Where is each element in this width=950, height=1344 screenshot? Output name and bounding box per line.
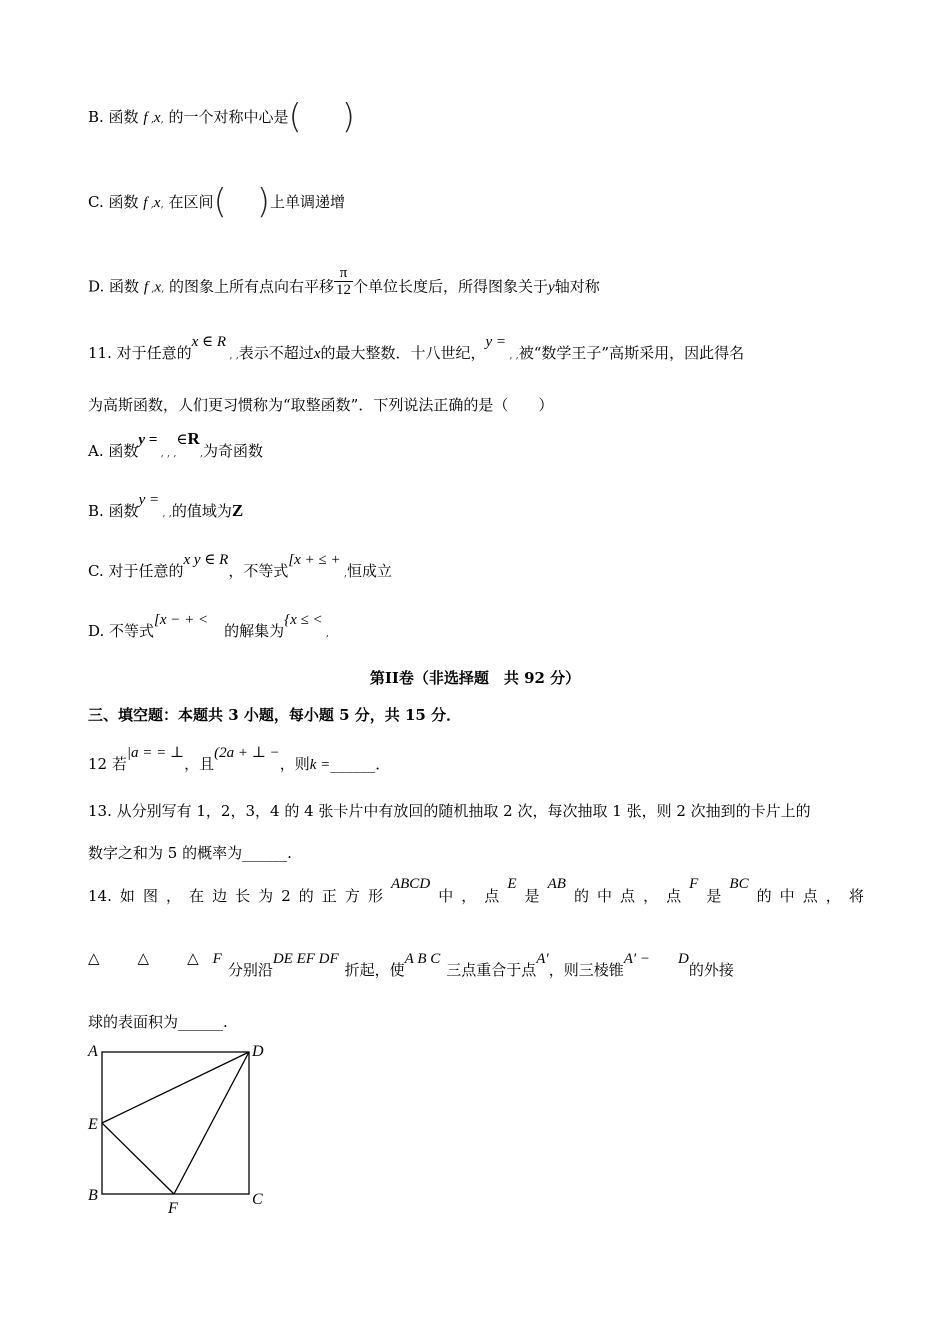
q12: 12 若|a = = ⊥，且(2a + ⊥ −，则k =______．	[88, 745, 391, 773]
fraction-pi-over-12: $\frac{\pi}{12}$	[336, 265, 351, 298]
geometry-figure	[84, 1040, 274, 1220]
section3-title: 三、填空题：本题共 3 小题，每小题 5 分，共 15 分．	[88, 706, 462, 724]
q10-option-b: B. 函数 f ‚x‚ 的一个对称中心是( )	[88, 97, 356, 137]
square-abcd	[102, 1052, 249, 1194]
label-f: F	[168, 1200, 178, 1217]
segment-de	[102, 1052, 249, 1123]
q11-stem-line2: 为高斯函数，人们更习惯称为“取整函数”．下列说法正确的是（ ）	[88, 396, 554, 414]
blank-paren-right: )	[256, 182, 270, 222]
q13-line2: 数字之和为 5 的概率为______.	[88, 844, 292, 862]
label-e: E	[88, 1116, 98, 1133]
q11-option-d: D. 不等式[x − + <的解集为{x ≤ < ,	[88, 612, 330, 640]
q14-line1: 14. 如 图 ， 在 边 长 为 2 的 正 方 形 ABCD 中 ， 点 E 是 AB 的 中 点 ， 点 F 是 BC 的 中 点 ， 将	[88, 876, 864, 905]
q14-line2: △ △ △ F分别沿DE EF DF折起，使A B C三点重合于点A′，则三棱锥A′ − D的外接	[88, 951, 734, 979]
q14-line3: 球的表面积为______.	[88, 1013, 228, 1031]
q10-option-c: C. 函数 f ‚x‚ 在区间( )上单调递增	[88, 182, 345, 222]
q11-option-a: A. 函数y = ‚ ‚ ‚∈R,为奇函数	[88, 429, 264, 460]
q11-stem-line1: 11. 对于任意的x ∈ R ‚ ‚表示不超过x的最大整数．十八世纪，y = ‚ ‚被“数学王子”高斯采用，因此得名	[88, 334, 745, 362]
part2-title: 第II卷（非选择题 共 92 分）	[369, 669, 581, 687]
label-c: C	[252, 1191, 263, 1208]
segment-ef	[102, 1123, 174, 1194]
q11-option-b: B. 函数y = ‚ ‚的值域为Z	[88, 492, 244, 520]
label-b: B	[88, 1187, 98, 1204]
q10-option-d: D. 函数 f ‚x‚ 的图象上所有点向右平移 $\frac{\pi}{12}$ 个单位长度后，所得图象关于y轴对称	[88, 265, 600, 298]
q11-option-c: C. 对于任意的x y ∈ R，不等式[x + ≤ + ‚恒成立	[88, 552, 392, 580]
segment-df	[174, 1052, 249, 1194]
blank-paren-left: (	[213, 182, 227, 222]
label-d: D	[252, 1043, 264, 1060]
blank-paren-left: (	[288, 97, 302, 137]
blank-paren-right: )	[341, 97, 356, 137]
q13-line1: 13. 从分别写有 1，2，3，4 的 4 张卡片中有放回的随机抽取 2 次，每次抽取 1 张，则 2 次抽到的卡片上的	[88, 802, 811, 820]
label-a: A	[88, 1043, 98, 1060]
